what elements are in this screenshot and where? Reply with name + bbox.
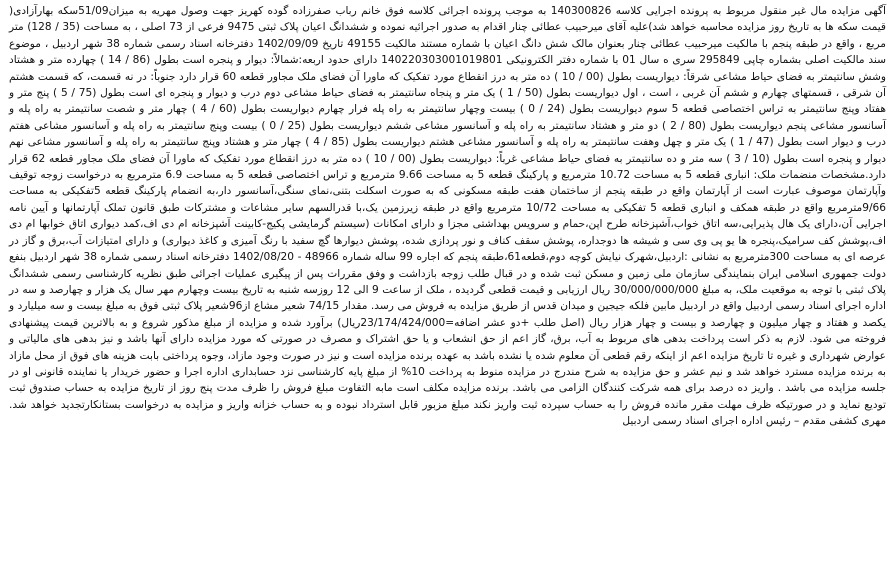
notice-body-text: آگهی مزایده مال غیر منقول مربوط به پرونده اجرایی کلاسه 140300826 به موجب پرونده اجرائی کلاسه فوق خانم رباب صفرزاده گوده کهریز جهت وصول مهریه به میزان51/09سکه بهارآزادی( قیمت سکه ها به تاریخ روز مزایده محاسبه خواهد شد)علیه آقای میرحبیب عطائی چنار اقدام به صدور اجرائیه نموده و ششدانگ اعیان پلاک ثبتی 9475 فرعی از 73 اصلی ، به مساحت (35 / 128) متر مربع ، واقع در طبقه پنجم با مالکیت میرحبیب عطائی چنار بعنوان مالک شش دانگ اعیان با شماره مستند مالکیت 49155 تاریخ 1402/09/09 دفترخانه اسناد رسمی شماره 38 شهر اردبیل ، موضوع سند مالکیت اصلی بشماره چاپی 295849 سری ه سال 01 با شماره دفتر الکترونیکی 140220303001019801 دارای حدود اربعه:شمالاً: دیوار و پنجره است بطول (86 / 14 ) چهارده متر و هشتاد وشش سانتیمتر به فضای حیاط مشاعی شرقاً: دیواریست بطول (00 / 10 ) ده متر به درز انقطاع مورد تفکیک که ماورا آن فضای ملک مجاور قطعه 60 قرار دارد جنوباً: در نه قسمت، که قسمت هشتم آن شرقی ، قسمتهای چهارم و ششم آن غربی ، است ، اول دیواریست بطول (50 / 1 ) یک متر و پنجاه سانتیمتر به فضای حیاط مشاعی دوم درب و دیوار و پنجره ای است بطول (75 / 5 ) پنج متر و هفتاد وپنج سانتیمتر به تراس اختصاصی قطعه 5 سوم دیواریست بطول (24 / 0 ) بیست وچهار سانتیمتر به راه پله فرار چهارم دیواریست بطول (60 / 4 ) چهار متر و شصت سانتیمتر به راه پله و آسانسور مشاعی پنجم دیواریست بطول (80 / 2 ) دو متر و هشتاد سانتیمتر به راه پله و آسانسور مشاعی ششم دیواریست بطول (25 / 0 ) بیست وپنج سانتیمتر به راه پله و آسانسور مشاعی هفتم درب و دیوار است بطول (47 / 1 ) یک متر و چهل وهفت سانتیمتر به راه پله و آسانسور مشاعی هشتم دیواریست بطول (85 / 4 ) چهار متر و هشتاد وپنج سانتیمتر به راه پله و آسانسور مشاعی نهم دیوار و پنجره است بطول (10 / 3 ) سه متر و ده سانتیمتر به فضای حیاط مشاعی غرباً: دیواریست بطول (00 / 10 ) ده متر به درز انقطاع مورد تفکیک که ماورا آن فضای ملک مجاور قطعه 62 قرار دارد.مشخصات منضمات ملک: انباری قطعه 5 به مساحت 10.72 مترمربع و پارکینگ قطعه 5 به مساحت 9.66 مترمربع و تراس اختصاصی قطعه 5 به مساحت 6.9 مترمربع به درخواست زوجه توقیف وآپارتمان موصوف عبارت است از آپارتمان واقع در طبقه پنجم از ساختمان هفت طبقه مسکونی که به صورت اسکلت بتنی،نمای سنگی،آسانسور دار،به انضمام پارکینگ قطعه 5تفکیکی به مساحت 9/66مترمربع واقع در طبقه همکف و انباری قطعه 5 تفکیکی به مساحت 10/72 مترمربع واقع در طبقه زیرزمین یک،با قدرالسهم سایر مشاعات و مشترکات طبق قانون تملک آپارتمانها و آیین نامه اجرایی آن،دارای یک هال پذیرایی،سه اتاق خواب،آشپزخانه طرح اپن،حمام و سرویس بهداشتی مجزا و دارای امکانات (سیستم گرمایشی پکیج-کابینت آشپزخانه ام دی اف،کمد دیواری اتاق خوابها ام دی اف،پوشش کف سرامیک،پنجره ها یو پی وی سی و شیشه ها دوجداره، پوشش سقف کناف و نور پردازی شده، پوشش دیوارها گچ سفید با رنگ آمیزی و کاغذ دیواری) و دارای امتیازات آب،برق و گاز در عرصه ای به مساحت 300مترمربع به نشانی :اردبیل،شهرک نیایش کوچه دوم،قطعه61،طبقه پنجم که اجاره 99 ساله شماره 48966 - 1402/08/20 دفترخانه اسناد رسمی شماره 38 شهر اردبیل بنفع دولت جمهوری اسلامی ایران بنمایندگی سازمان ملی زمین و مسکن ثبت شده و در قبال طلب زوجه بازداشت و وفق مقررات پس از پیگیری عملیات اجرائی طبق نظریه کارشناسی رسمی ششدانگ پلاک ثبتی با توجه به موقعیت ملک، به مبلغ 30/000/000/000 ریال ارزیابی و قیمت قطعی گردیده ، ملک از ساعت 9 الی 12 روزسه شنبه به تاریخ بیست وچهارم مهر سال یک هزار و چهارصد و سه در اداره اجرای اسناد رسمی اردبیل واقع در اردبیل مابین فلکه جیجین و میدان قدس از طریق مزایده به فروش می رسد. مقدار 74/15 شعیر مشاع از96شعیر پلاک ثبتی فوق به مبلغ بیست و سه میلیارد و یکصد و هفتاد و چهار میلیون و چهارصد و بیست و چهار هزار ریال (اصل طلب +دو عشر اضافه=23/174/424/000ریال) برآورد شده و مزایده از مبلغ مذکور شروع و به بالاترین قیمت پیشنهادی فروخته می شود. لازم به ذکر است پرداخت بدهی های مربوط به آب، برق، گاز اعم از حق انشعاب و یا حق اشتراک و مصرف در صورتی که مورد مزایده دارای آنها باشد و نیز بدهی های مالیاتی و عوارض شهرداری و غیره تا تاریخ مزایده اعم از اینکه رقم قطعی آن معلوم شده یا نشده باشد به عهده برنده مزایده است و نیز در صورت وجود مازاد، وجوه پرداختی بابت هزینه های فوق از محل مازاد به برنده مزایده مسترد خواهد شد و نیم عشر و حق مزایده به شرح مندرج در مزایده منوط به پرداخت 10% از مبلغ پایه کارشناسی نزد حسابداری اداره اجرا و حضور خریدار یا نماینده قانونی او در جلسه مزایده می باشد . واریز ده درصد برای همه شرکت کنندگان الزامی می باشد. برنده مزایده مکلف است مابه التفاوت مبلغ فروش را ظرف مدت پنج روز از تاریخ مزایده به حساب صندوق ثبت تودیع نماید و در صورتیکه ظرف مهلت مقرر مانده فروش را به حساب سپرده ثبت واریز نکند مبلغ مزبور قابل استرداد نبوده و به حساب خزانه واریز و مزایده به درخواست بستانکارتجدید خواهد شد. مهری کشفی مقدم – رئیس اداره اجرای اسناد رسمی اردبیل <box>9 5 887 428</box>
